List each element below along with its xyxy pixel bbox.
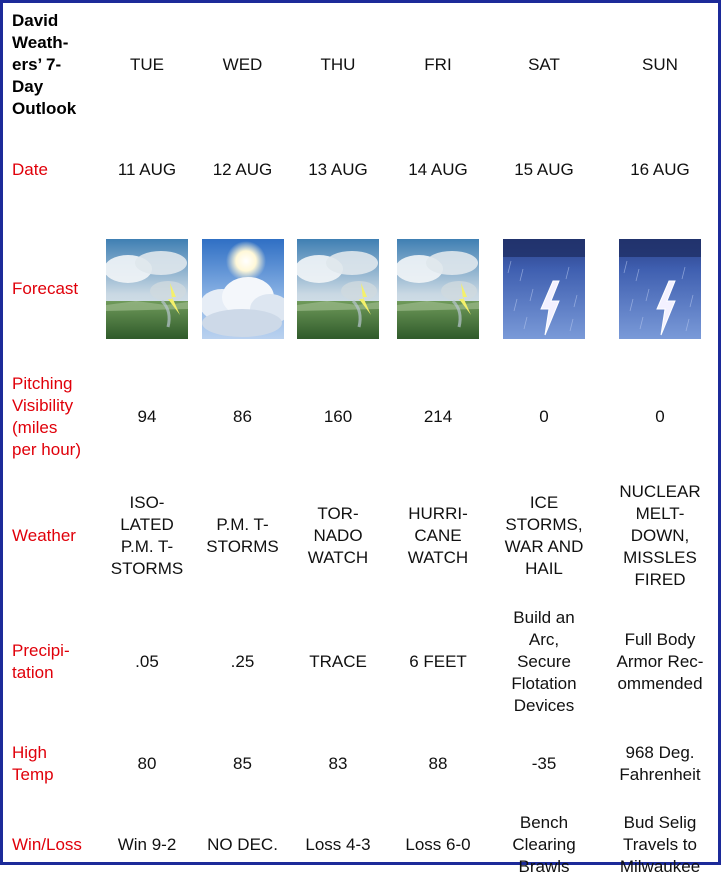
day-header: THU [320, 55, 356, 74]
precip-cell: Full Body Armor Rec- ommended [616, 630, 704, 693]
thunderstorm-landscape-icon [297, 239, 379, 339]
row-label-date: Date [12, 160, 48, 179]
pitching-cell: 0 [655, 407, 665, 426]
date-cell: 12 AUG [212, 160, 273, 179]
lightning-rain-graphic [619, 239, 701, 339]
date-cell: 16 AUG [630, 160, 690, 179]
precip-cell: 6 FEET [409, 652, 467, 671]
winloss-cell: Loss 4-3 [305, 834, 371, 854]
sunny-cloud-icon [202, 239, 284, 339]
weather-cell: P.M. T- STORMS [206, 515, 279, 556]
hightemp-cell: 83 [328, 754, 348, 773]
forecast-cell [489, 216, 599, 362]
hightemp-cell: 85 [233, 754, 252, 773]
winloss-cell: Bud Selig Travels to Milwaukee [619, 812, 701, 876]
precip-cell: Build an Arc, Secure Flotation Devices [511, 608, 577, 715]
forecast-row [6, 216, 721, 362]
forecast-cell [196, 216, 289, 362]
forecast-cell [98, 216, 196, 362]
row-label-precip: Precipi- tation [12, 641, 70, 682]
date-cell: 11 AUG [117, 160, 177, 179]
outlook-table [6, 6, 721, 885]
row-label-pitching: Pitching Visibility (miles per hour) [12, 374, 81, 459]
date-cell: 14 AUG [408, 160, 468, 179]
header-row [6, 6, 721, 124]
lightning-rain-icon [619, 239, 701, 339]
row-label-hightemp: High Temp [12, 743, 54, 784]
row-label-weather: Weather [12, 526, 76, 545]
weather-cell: TOR- NADO WATCH [307, 504, 369, 567]
hightemp-row [6, 724, 721, 804]
sunny-cloud-graphic [202, 239, 284, 339]
precip-cell: .25 [230, 652, 255, 671]
row-label-winloss: Win/Loss [12, 834, 82, 854]
thunderstorm-landscape-graphic [106, 239, 188, 339]
hightemp-cell: 88 [428, 754, 448, 773]
pitching-cell: 160 [323, 407, 353, 426]
forecast-cell [387, 216, 489, 362]
day-header: WED [222, 55, 263, 74]
precip-row [6, 600, 721, 724]
day-header: SUN [642, 55, 678, 74]
precip-cell: .05 [135, 652, 159, 671]
precip-cell: TRACE [309, 652, 367, 671]
pitching-cell: 86 [233, 407, 252, 426]
thunderstorm-landscape-graphic [397, 239, 479, 339]
weather-cell: ISO- LATED P.M. T- STORMS [110, 493, 184, 578]
winloss-row [6, 804, 721, 885]
weather-row [6, 472, 721, 600]
date-cell: 15 AUG [514, 160, 574, 179]
lightning-rain-graphic [503, 239, 585, 339]
hightemp-cell: -35 [531, 754, 557, 773]
forecast-cell [289, 216, 387, 362]
thunderstorm-landscape-icon [106, 239, 188, 339]
row-label-forecast: Forecast [12, 279, 79, 298]
hightemp-cell: 968 Deg. Fahrenheit [619, 743, 701, 784]
pitching-row [6, 362, 721, 472]
weather-cell: NUCLEAR MELT- DOWN, MISSLES FIRED [619, 482, 701, 589]
pitching-cell: 0 [539, 407, 549, 426]
hightemp-cell: 80 [137, 754, 157, 773]
weather-cell: HURRI- CANE WATCH [407, 504, 469, 567]
day-header: TUE [130, 55, 164, 74]
winloss-cell: Win 9-2 [117, 834, 177, 854]
pitching-cell: 214 [423, 407, 453, 426]
outlook-title: David Weath- ers’ 7- Day Outlook [12, 11, 77, 118]
day-header: FRI [424, 55, 452, 74]
day-header: SAT [528, 55, 560, 74]
winloss-cell: Bench Clearing Brawls [512, 812, 576, 876]
thunderstorm-landscape-graphic [297, 239, 379, 339]
winloss-cell: NO DEC. [207, 834, 278, 854]
pitching-cell: 94 [137, 407, 157, 426]
weather-cell: ICE STORMS, WAR AND HAIL [504, 493, 584, 578]
forecast-cell [599, 216, 721, 362]
date-cell: 13 AUG [308, 160, 368, 179]
winloss-cell: Loss 6-0 [405, 834, 471, 854]
lightning-rain-icon [503, 239, 585, 339]
thunderstorm-landscape-icon [397, 239, 479, 339]
date-row [6, 124, 721, 216]
